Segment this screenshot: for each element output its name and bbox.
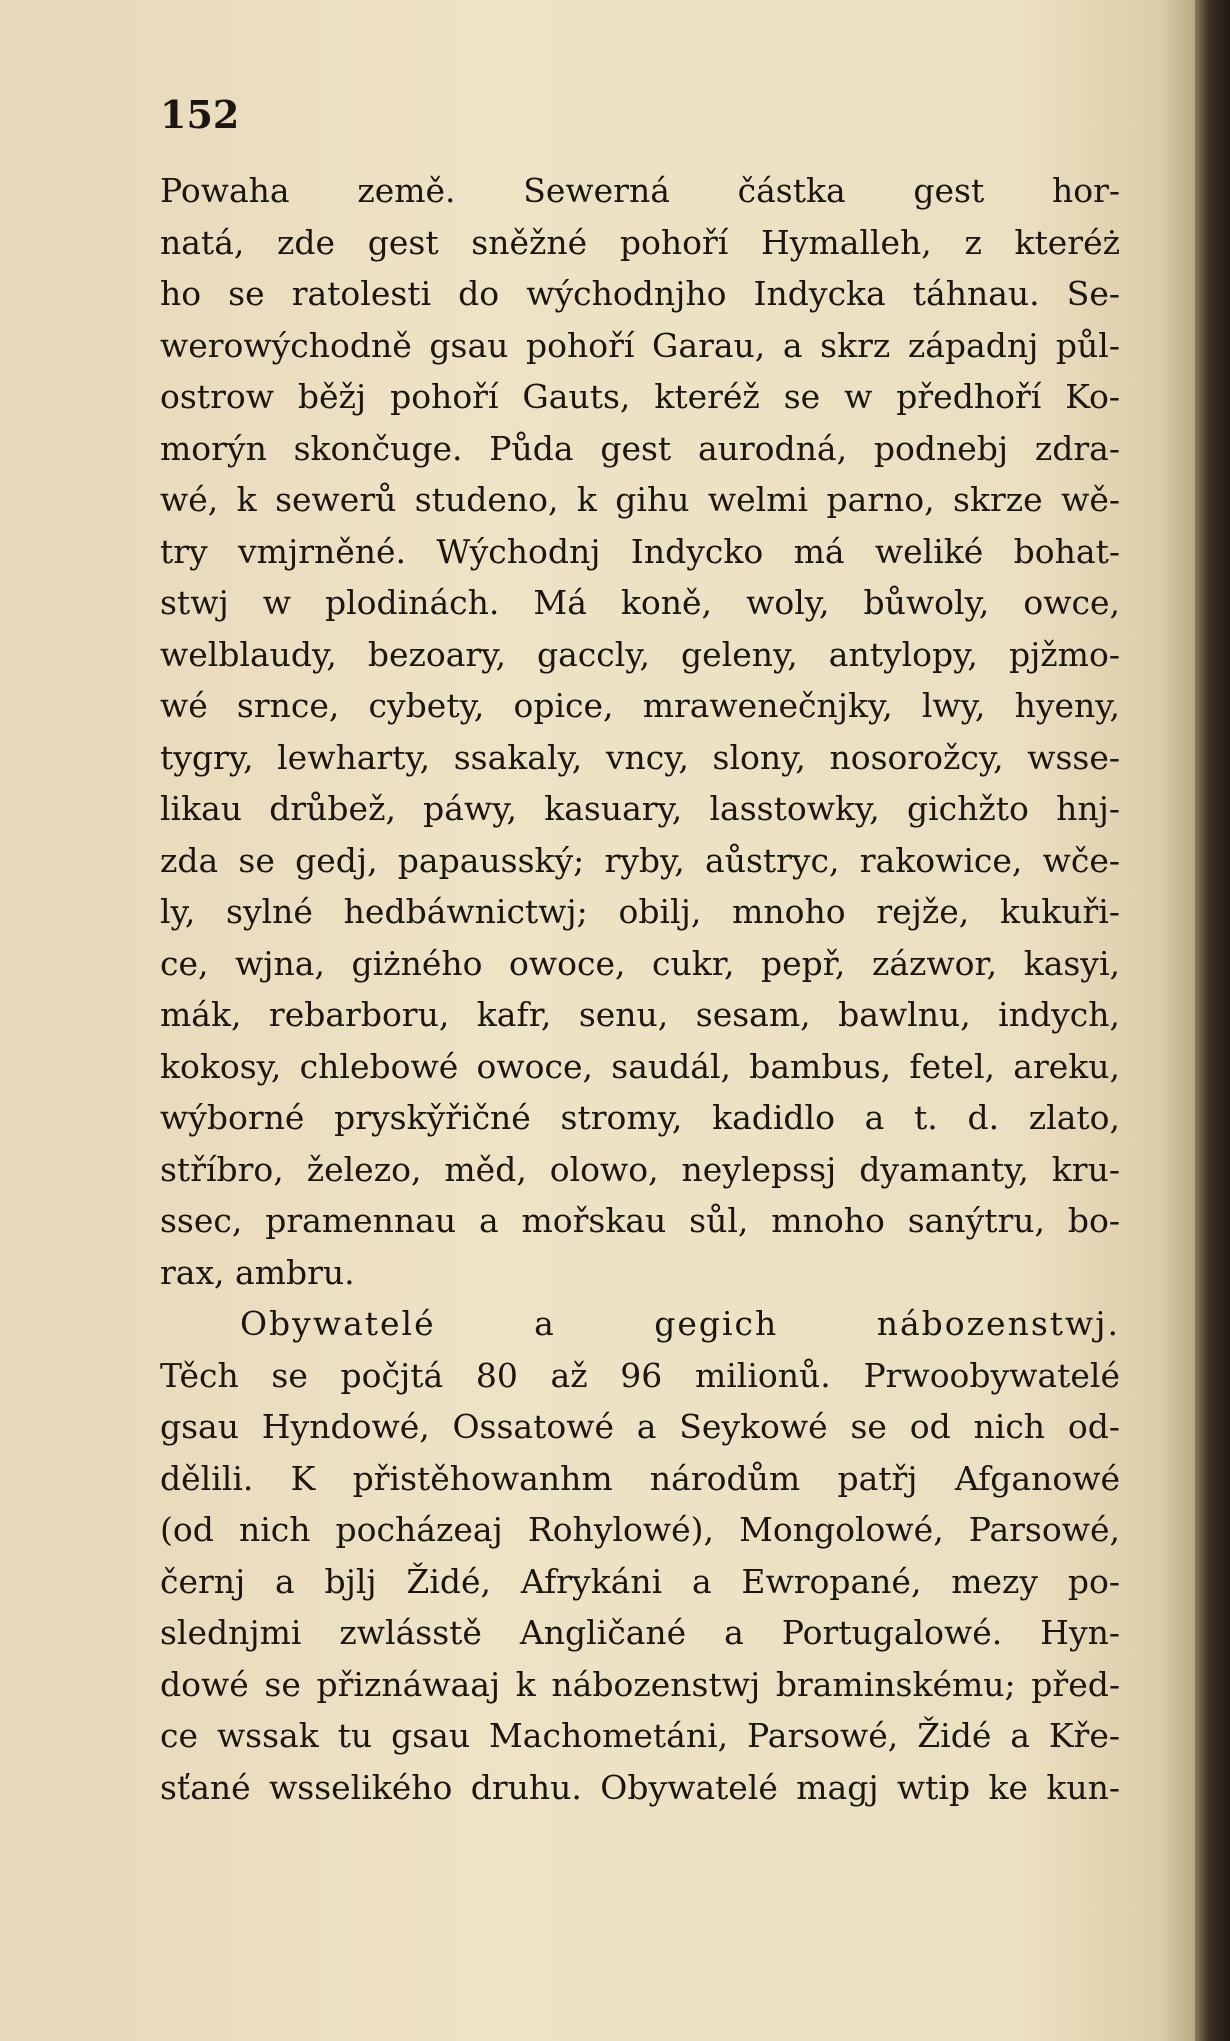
text-line: likau drůbež, páwy, kasuary, lasstowky, gichžto hnj- <box>160 789 1120 828</box>
text-line: werowýchodně gsau pohoří Garau, a skrz západnj půl- <box>160 325 1120 365</box>
text-line: sťané wsselikého druhu. Obywatelé magj wtip ke kun- <box>160 1767 1120 1807</box>
text-line: (od nich pocházeaj Rohylowé), Mongolowé, Parsowé, <box>160 1510 1120 1549</box>
text-line: ly, sylné hedbáwnictwj; obilj, mnoho rejže, kukuři- <box>160 892 1120 931</box>
text-line: slednjmi zwlásstě Angličané a Portugalowé. Hyn- <box>160 1613 1120 1652</box>
text-line: ho se ratolesti do wýchodnjho Indycka táhnau. Se- <box>160 274 1120 313</box>
text-line: wé srnce, cybety, opice, mrawenečnjky, lwy, hyeny, <box>160 686 1120 725</box>
text-line: morýn skončuge. Půda gest aurodná, podnebj zdra- <box>160 428 1120 468</box>
text-line: ce, wjna, giżného owoce, cukr, pepř, zázwor, kasyi, <box>160 943 1120 983</box>
text-line: try vmjrněné. Wýchodnj Indycko má weliké bohat- <box>160 531 1120 571</box>
text-line: welblaudy, bezoary, gaccly, geleny, antylopy, pjžmo- <box>160 634 1120 674</box>
section-heading: Obywatelé a gegich nábozenstwj. <box>240 1304 1120 1343</box>
text-line: dowé se přiznáwaaj k nábozenstwj braminskému; před- <box>160 1664 1120 1704</box>
text-line: ssec, pramennau a mořskau sůl, mnoho sanýtru, bo- <box>160 1201 1120 1240</box>
page-edge-shadow <box>1160 0 1195 2041</box>
text-line: wé, k sewerů studeno, k gihu welmi parno, skrze wě- <box>160 480 1120 519</box>
text-line: ce wssak tu gsau Machometáni, Parsowé, Židé a Kře- <box>160 1716 1120 1755</box>
text-line: gsau Hyndowé, Ossatowé a Seykowé se od nich od- <box>160 1407 1120 1446</box>
text-line: dělili. K přistěhowanhm národům patřj Afganowé <box>160 1458 1120 1498</box>
page-number: 152 <box>160 92 240 137</box>
text-line: stwj w plodinách. Má koně, woly, bůwoly, owce, <box>160 583 1120 622</box>
text-line: mák, rebarboru, kafr, senu, sesam, bawlnu, indych, <box>160 995 1120 1034</box>
book-gutter <box>1195 0 1230 2041</box>
text-line: Těch se počjtá 80 až 96 milionů. Prwoobywatelé <box>160 1355 1120 1395</box>
text-line: wýborné prysky̌řičné stromy, kadidlo a t. d. zlato, <box>160 1098 1120 1137</box>
body-text <box>160 165 1120 1813</box>
text-line: rax, ambru. <box>160 1252 355 1292</box>
paragraph-nature-of-land <box>160 165 1120 1298</box>
text-line: černj a bjlj Židé, Afrykáni a Ewropané, mezy po- <box>160 1561 1120 1601</box>
text-line: stříbro, železo, měd, olowo, neylepssj dyamanty, kru- <box>160 1149 1120 1189</box>
text-line: Powaha země. Sewerná částka gest hor- <box>160 171 1120 210</box>
text-line: kokosy, chlebowé owoce, saudál, bambus, fetel, areku, <box>160 1046 1120 1086</box>
paragraph-inhabitants-religion <box>160 1298 1120 1813</box>
text-line: ostrow běžj pohoří Gauts, kteréž se w předhoří Ko- <box>160 377 1120 416</box>
text-line: natá, zde gest sněžné pohoří Hymalleh, z kteréż <box>160 222 1120 262</box>
text-line: zda se gedj, papausský; ryby, aůstryc, rakowice, wče- <box>160 840 1120 880</box>
text-line: tygry, lewharty, ssakaly, vncy, slony, nosorožcy, wsse- <box>160 737 1120 777</box>
